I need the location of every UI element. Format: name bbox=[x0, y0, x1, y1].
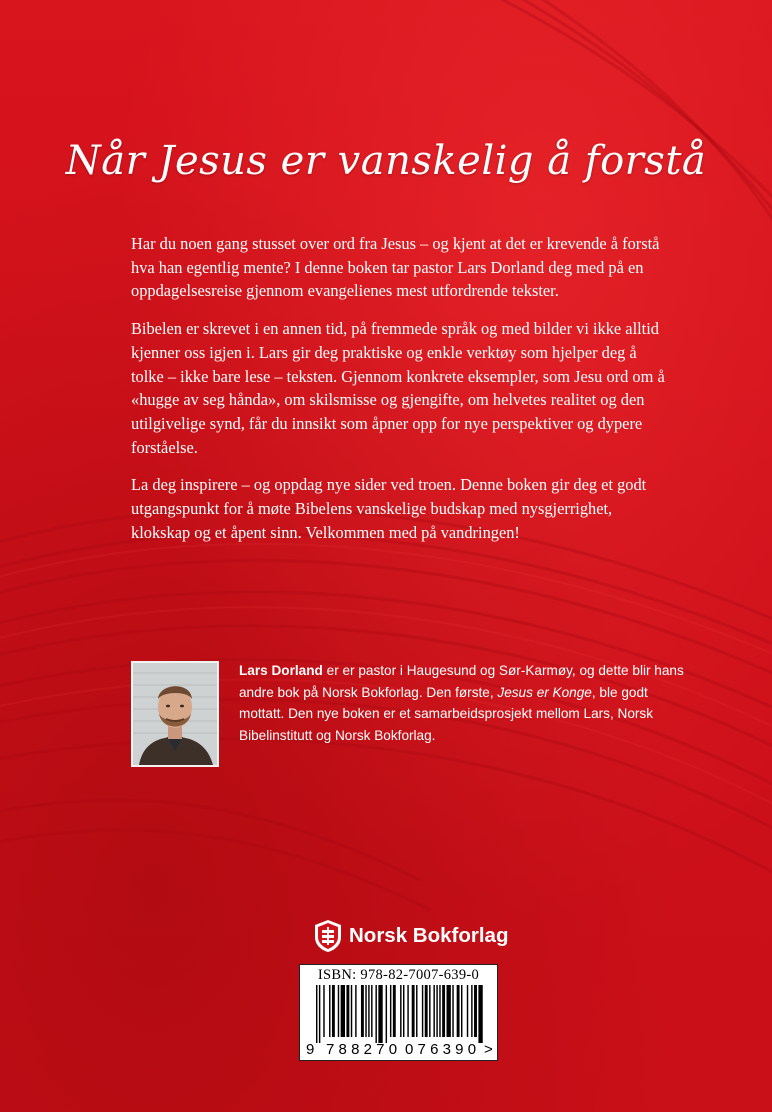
barcode-bar bbox=[403, 985, 404, 1037]
blurb-paragraph: Har du noen gang stusset over ord fra Jesus – og kjent at det er krevende å forstå hva han egentlig mente? I denne boken tar pastor Lars Dorland deg med på en oppdagelsesreise gjennom evangelienes mest utfordrende tekster. bbox=[131, 234, 660, 301]
barcode-bar bbox=[436, 985, 437, 1037]
barcode-bar bbox=[338, 985, 339, 1037]
barcode-bar bbox=[341, 985, 345, 1037]
barcode-bar bbox=[355, 985, 356, 1037]
barcode-bar bbox=[368, 985, 369, 1037]
barcode-bar bbox=[442, 985, 445, 1037]
barcode-label bbox=[299, 964, 498, 1061]
author-name: Lars Dorland bbox=[239, 663, 323, 678]
barcode-bar bbox=[378, 985, 382, 1043]
barcode-bar bbox=[407, 985, 408, 1037]
barcode-digits bbox=[304, 1041, 494, 1059]
barcode-bar bbox=[390, 985, 391, 1037]
barcode-bar bbox=[329, 985, 330, 1037]
barcode-bar bbox=[412, 985, 415, 1037]
barcode-bar bbox=[425, 985, 428, 1037]
barcode-bar bbox=[375, 985, 376, 1043]
barcode-bar bbox=[416, 985, 417, 1037]
barcode-bar bbox=[467, 985, 468, 1037]
author-bio-text: , ble godt mottatt. Den nye boken er et samarbeidsprosjekt mellom Lars, Norsk Bibelinstitutt og Norsk Bokforlag. bbox=[239, 684, 654, 743]
blurb-paragraph: Bibelen er skrevet i en annen tid, på fremmede språk og med bilder vi ikke alltid kjenner oss igjen i. Lars gir deg praktiske og enkle verktøy som hjelper deg å tolke – ikke bare lese – teksten. Gjennom konkrete eksempler, som Jesu ord om å «hugge av seg hånda», om skilsmisse og gjengifte, om helvetes realitet og den utilgivelige synd, får du innsikt som åpner opp for nye perspektiver og dypere forståelse. bbox=[131, 319, 665, 457]
author-bio-text: er er pastor i Haugesund og Sør-Karmøy, og dette blir hans andre bok på Norsk Bokforlag. Den første, bbox=[239, 663, 684, 700]
author-section bbox=[131, 661, 691, 771]
publisher-mark bbox=[313, 918, 508, 954]
barcode-digits-right: 076390 bbox=[405, 1041, 481, 1058]
barcode-bar bbox=[393, 985, 396, 1037]
barcode-bar bbox=[474, 985, 477, 1037]
barcode-bar bbox=[400, 985, 401, 1037]
cover-headline: Når Jesus er vanskelig å forstå bbox=[65, 138, 707, 184]
barcode-bar bbox=[478, 985, 482, 1043]
barcode-bar bbox=[351, 985, 352, 1037]
barcode-bar bbox=[452, 985, 453, 1037]
barcode-bar bbox=[371, 985, 372, 1037]
blurb-paragraph: La deg inspirere – og oppdag nye sider ved troen. Denne boken gir deg et godt utgangspunkt for å møte Bibelens vanskelige budskap med nysgjerrighet, klokskap og et åpent sinn. Velkommen med på vandringen! bbox=[131, 475, 647, 542]
isbn-text: ISBN: 978-82-7007-639-0 bbox=[317, 967, 480, 983]
barcode-bar bbox=[346, 985, 349, 1037]
blurb bbox=[131, 232, 671, 558]
barcode-bar bbox=[332, 985, 335, 1037]
barcode-bar bbox=[361, 985, 364, 1037]
previous-book-title: Jesus er Konge bbox=[497, 684, 592, 700]
barcode-bar bbox=[365, 985, 366, 1037]
barcode-bar bbox=[386, 985, 387, 1043]
author-photo bbox=[131, 661, 219, 767]
publisher-seal-icon bbox=[313, 919, 343, 953]
barcode-bar bbox=[316, 985, 317, 1043]
author-bio bbox=[239, 660, 689, 746]
barcode-bar bbox=[422, 985, 423, 1037]
barcode-bar bbox=[429, 985, 430, 1037]
barcode-bar bbox=[433, 985, 434, 1037]
barcode-bar bbox=[319, 985, 320, 1043]
publisher-name: Norsk Bokforlag bbox=[349, 924, 509, 947]
barcode-bar bbox=[471, 985, 472, 1037]
barcode-bar bbox=[457, 985, 460, 1037]
barcode-bars bbox=[314, 985, 484, 1043]
barcode-digit-prefix: 9 bbox=[306, 1041, 315, 1058]
barcode-digits-left: 788270 bbox=[326, 1041, 402, 1058]
barcode-bar bbox=[439, 985, 440, 1037]
barcode-arrow: > bbox=[484, 1041, 493, 1058]
barcode-bar bbox=[461, 985, 462, 1037]
barcode-bar bbox=[323, 985, 324, 1037]
barcode-bar bbox=[447, 985, 451, 1037]
